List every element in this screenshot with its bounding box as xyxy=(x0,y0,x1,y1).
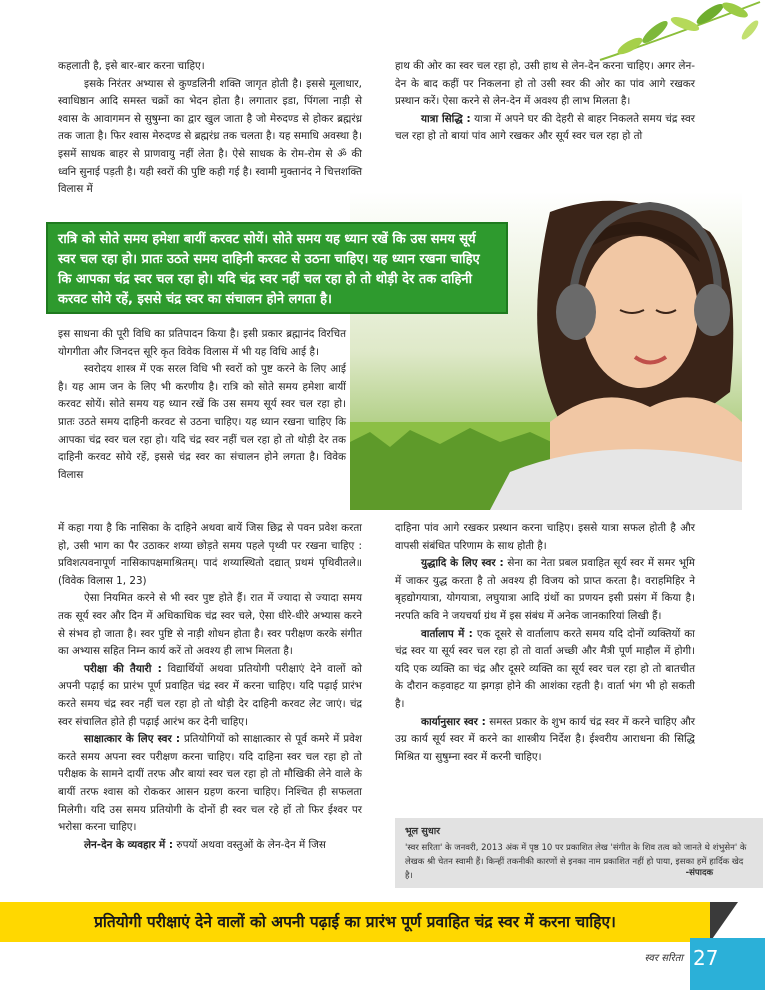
heading-yatra: यात्रा सिद्धि : xyxy=(421,112,471,125)
banner-corner xyxy=(710,902,738,942)
left-column-top xyxy=(58,58,362,199)
errata-signature: -संपादक xyxy=(685,868,713,878)
heading-yuddh: युद्धादि के लिए स्वर : xyxy=(421,557,504,570)
left-column-bottom xyxy=(58,520,362,854)
left-column-middle xyxy=(58,326,346,484)
paragraph: इस साधना की पूरी विधि का प्रतिपादन किया है। इसी प्रकार ब्रह्मानंद विरचित योगगीता और जिनदत्त सूरि कृत विवेक विलास में भी यह विधि आई है। xyxy=(58,328,346,358)
paragraph: हाथ की ओर का स्वर चल रहा हो, उसी हाथ से लेन-देन करना चाहिए। अगर लेन-देन के बाद कहीं पर निकलना हो तो उसी स्वर की ओर का पांव आगे रखकर प्रस्थान करें। ऐसा करने से लेन-देन में अवश्य ही लाभ मिलता है। xyxy=(395,60,695,108)
paragraph: दाहिना पांव आगे रखकर प्रस्थान करना चाहिए। इससे यात्रा सफल होती है और वापसी संबंधित परिणाम के साथ होती है। xyxy=(395,522,695,552)
paragraph-yuddh xyxy=(395,555,695,625)
magazine-name: स्वर सरिता xyxy=(644,953,683,964)
heading-lenden: लेन-देन के व्यवहार में : xyxy=(84,838,174,851)
paragraph: स्वरोदय शास्त्र में एक सरल विधि भी स्वरों को पुष्ट करने के लिए आई है। यह आम जन के लिए भी करणीय है। रात्रि को सोते समय हमेशा बायीं करवट सोयें। सोते समय यह ध्यान रखें कि उस समय सूर्य स्वर चल रहा हो। प्रातः उठते समय दाहिनी करवट से उठना चाहिए। यह ध्यान रखना चाहिए कि आपका चंद्र स्वर चल रहा हो। यदि चंद्र स्वर नहीं चल रहा हो तो थोड़ी देर तक दाहिनी करवट सोये रहें, इससे चंद्र स्वर का संचालन होने लगता है। विवेक विलास xyxy=(58,363,346,481)
paragraph-karya xyxy=(395,714,695,767)
banner-text: प्रतियोगी परीक्षाएं देने वालों को अपनी पढ़ाई का प्रारंभ पूर्ण प्रवाहित चंद्र स्वर में करना चाहिए। xyxy=(94,913,616,931)
text-karya: समस्त प्रकार के शुभ कार्य चंद्र स्वर में करने चाहिए और उग्र कार्य सूर्य स्वर में करने का शास्त्रीय निर्देश है। ईश्वरीय आराधना की सिद्धि मिश्रित या सुषुम्ना स्वर में करनी चाहिए। xyxy=(395,715,695,763)
paragraph-vartalap xyxy=(395,626,695,714)
text-yuddh: सेना का नेता प्रबल प्रवाहित सूर्य स्वर में समर भूमि में जाकर युद्ध करता है तो अवश्य ही विजय को प्राप्त करता है। वराहमिहिर ने बृहद्योगयात्रा, योगयात्रा, लघुयात्रा आदि ग्रंथों का प्रणयन इसी प्रसंग में किया है। नरपति कवि ने जयचर्या ग्रंथ में इस संबंध में अनेक जानकारियां लिखी हैं। xyxy=(395,557,695,622)
paragraph: में कहा गया है कि नासिका के दाहिने अथवा बायें जिस छिद्र से पवन प्रवेश करता हो, उसी भाग का पैर उठाकर शय्या छोड़ते समय पहले पृथ्वी पर रखना चाहिए : प्रविशत्पवनापूर्ण नासिकापक्षमाश्रितम्। पादं शय्यास्थितो दद्यात् प्रथमं पृथिवीतले॥ (विवेक विलास 1, 23) xyxy=(58,522,362,587)
errata-text: 'स्वर सरिता' के जनवरी, 2013 अंक में पृष्ठ 10 पर प्रकाशित लेख 'संगीत के शिव तत्व को जानते थे शंभुसेन' के लेखक श्री चेतन स्वामी हैं। किन्हीं तकनीकी कारणों से इनका नाम प्रकाशित नहीं हो पाया, इसका हमें हार्दिक खेद है। xyxy=(405,843,747,881)
page-number: 27 xyxy=(693,946,719,970)
paragraph-yatra xyxy=(395,111,695,146)
paragraph: ऐसा नियमित करने से भी स्वर पुष्ट होते हैं। रात में ज्यादा से ज्यादा समय तक सूर्य स्वर और दिन में अधिकाधिक चंद्र स्वर चले, ऐसा धीरे-धीरे अभ्यास करने से संभव हो जाता है। स्वर पुष्टि से नाड़ी शोधन होता है। स्वर परीक्षण करके संगीत का अभ्यास सहित निम्न कार्य करें तो अवश्य ही लाभ मिलता है। xyxy=(58,592,362,658)
pull-quote-box xyxy=(46,222,508,314)
pull-quote-text: रात्रि को सोते समय हमेशा बायीं करवट सोयें। सोते समय यह ध्यान रखें कि उस समय सूर्य स्वर चल रहा हो। प्रातः उठते समय दाहिनी करवट से उठना चाहिए। यह ध्यान रखना चाहिए कि आपका चंद्र स्वर चल रहा हो। यदि चंद्र स्वर नहीं चल रहा हो तो थोड़ी देर तक दाहिनी करवट सोये रहें, इससे चंद्र स्वर का संचालन होने लगता है। xyxy=(58,232,480,307)
paragraph: इसके निरंतर अभ्यास से कुण्डलिनी शक्ति जागृत होती है। इससे मूलाधार, स्वाधिष्ठान आदि समस्त चक्रों का भेदन होता है। लगातार इडा, पिंगला नाड़ी से श्वास के आवागमन से सुषुम्ना का द्वार खुल जाता है जो मेरुदण्ड से होकर ब्रह्मरंध्र तक जाता है। फिर श्वास मेरुदण्ड से ब्रह्मरंध्र तक चलता है। यह समाधि अवस्था है। इसमें साधक बाहर से प्राणवायु नहीं लेता है। ऐसे साधक के रोम-रोम से ॐ की ध्वनि सुनाई पड़ती है। यही स्वरों की पुष्टि कही गई है। स्वामी मुक्तानंद ने चित्तशक्ति विलास में xyxy=(58,77,362,196)
heading-karya: कार्यानुसार स्वर : xyxy=(421,715,486,728)
heading-sakshatkar: साक्षात्कार के लिए स्वर : xyxy=(84,733,181,746)
right-column-bottom xyxy=(395,520,695,766)
text-lenden: रुपयों अथवा वस्तुओं के लेन-देन में जिस xyxy=(176,838,326,851)
paragraph-pariksha xyxy=(58,661,362,731)
heading-pariksha: परीक्षा की तैयारी : xyxy=(84,662,162,675)
paragraph-lenden xyxy=(58,837,362,855)
paragraph-sakshatkar xyxy=(58,731,362,837)
text-pariksha: विद्यार्थियों अथवा प्रतियोगी परीक्षाएं देने वालों को अपनी पढ़ाई का प्रारंभ पूर्ण प्रवाहित चंद्र स्वर में करना चाहिए। यदि पढ़ाई प्रारंभ करते समय चंद्र स्वर नहीं चल रहा हो तो थोड़ी देर दाहिनी करवट लेट जाएं। चंद्र स्वर संचालित होते ही पढ़ाई आरंभ कर देनी चाहिए। xyxy=(58,662,363,728)
text-yatra: यात्रा में अपने घर की देहरी से बाहर निकलते समय चंद्र स्वर चल रहा हो तो बायां पांव आगे रखकर और सूर्य स्वर चल रहा हो तो xyxy=(395,112,695,143)
text-vartalap: एक दूसरे से वार्तालाप करते समय यदि दोनों व्यक्तियों का चंद्र स्वर या सूर्य स्वर चल रहा हो तो वार्ता अच्छी और मैत्री पूर्ण माहौल में होगी। यदि एक व्यक्ति का चंद्र और दूसरे व्यक्ति का सूर्य स्वर चल रहा हो तो बातचीत के दौरान कड़वाहट या झगड़ा होने की आशंका रहती है। वार्ता भंग भी हो सकती है। xyxy=(395,627,695,710)
heading-vartalap: वार्तालाप में : xyxy=(421,627,473,640)
right-column-top xyxy=(395,58,695,146)
paragraph: कहलाती है, इसे बार-बार करना चाहिए। xyxy=(58,60,205,72)
text-sakshatkar: प्रतियोगियों को साक्षात्कार से पूर्व कमरे में प्रवेश करते समय अपना स्वर परीक्षण करना चाहिए। यदि दाहिना स्वर चल रहा हो तो परीक्षक के सामने दायीं तरफ और बायां स्वर चल रहा हो तो मौखिकी लेने वाले के बायीं तरफ श्वास को रोककर आसन ग्रहण करना चाहिए। निश्चित ही सफलता मिलेगी। यदि उस समय प्रतियोगी के दोनों ही स्वर चल रहे हों तो फिर ईश्वर पर भरोसा करना चाहिए। xyxy=(58,733,362,834)
errata-title: भूल सुधार xyxy=(405,826,441,837)
errata-box xyxy=(395,818,763,888)
